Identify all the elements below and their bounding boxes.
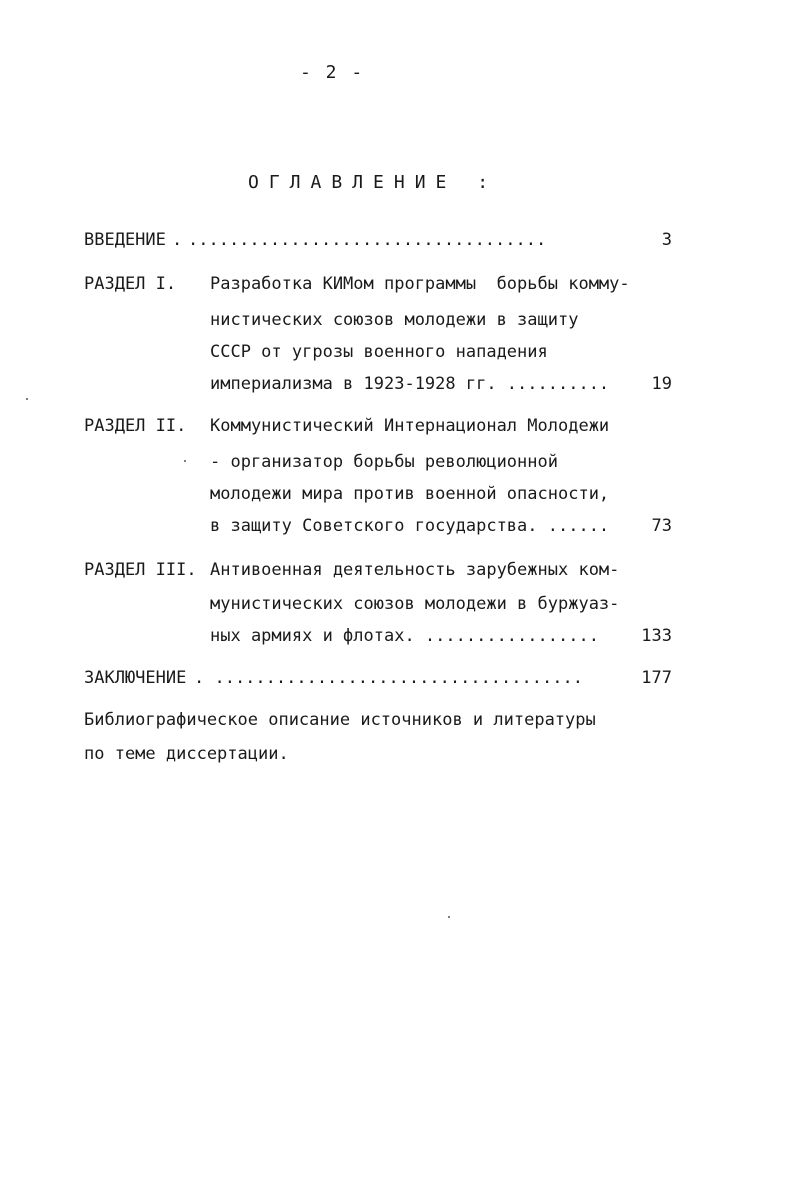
- scan-speck: [184, 460, 186, 462]
- entry-line: Коммунистический Интернационал Молодежи: [210, 416, 610, 436]
- entry-label: ЗАКЛЮЧЕНИЕ: [84, 668, 187, 688]
- entry-page: 73: [651, 516, 672, 536]
- scan-speck: [26, 398, 28, 400]
- entry-line: мунистических союзов молодежи в буржуаз-: [210, 594, 620, 614]
- entry-leader: . ....................................: [194, 668, 583, 688]
- entry-line: - организатор борьбы революционной: [210, 452, 558, 472]
- entry-label: РАЗДЕЛ I.: [84, 274, 177, 294]
- entry-line: Антивоенная деятельность зарубежных ком-: [210, 560, 620, 580]
- entry-line: ных армиях и флотах. .................: [210, 626, 599, 646]
- entry-label: РАЗДЕЛ II.: [84, 416, 187, 436]
- entry-label: РАЗДЕЛ III.: [84, 560, 197, 580]
- entry-page: 177: [641, 668, 672, 688]
- toc-title: ОГЛАВЛЕНИЕ :: [248, 172, 499, 193]
- entry-line: молодежи мира против военной опасности,: [210, 484, 610, 504]
- entry-page: 3: [661, 230, 672, 250]
- page-number: - 2 -: [300, 62, 365, 83]
- entry-label: ВВЕДЕНИЕ: [84, 230, 166, 250]
- bibliography-line: Библиографическое описание источников и литературы: [84, 710, 596, 730]
- entry-line: Разработка КИМом программы борьбы комму-: [210, 274, 630, 294]
- bibliography-line: по теме диссертации.: [84, 744, 289, 764]
- entry-leader: ...................................: [188, 230, 547, 250]
- entry-line: в защиту Советского государства. ......: [210, 516, 610, 536]
- entry-line: империализма в 1923-1928 гг. ..........: [210, 374, 610, 394]
- scan-speck: [448, 916, 450, 918]
- entry-page: 133: [641, 626, 672, 646]
- entry-dot: .: [172, 230, 183, 250]
- entry-page: 19: [651, 374, 672, 394]
- entry-line: нистических союзов молодежи в защиту: [210, 310, 579, 330]
- entry-line: СССР от угрозы военного нападения: [210, 342, 548, 362]
